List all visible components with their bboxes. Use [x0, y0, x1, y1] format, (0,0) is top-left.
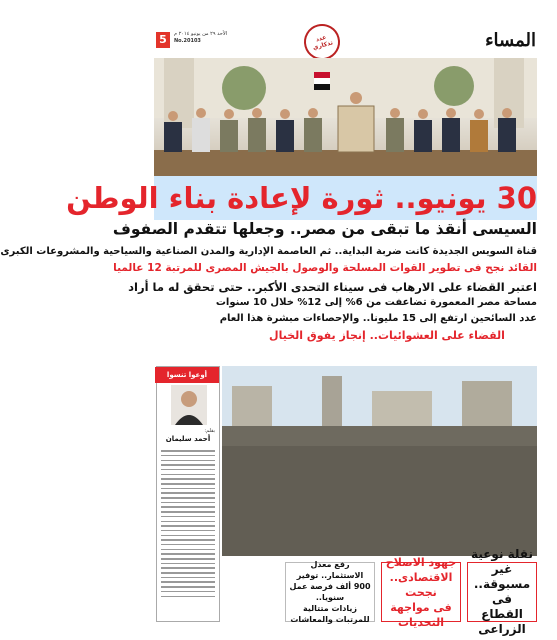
column-tag: أوعوا تنسوا — [155, 367, 219, 383]
newspaper-logo: المساء — [485, 30, 536, 51]
story-line: مساحة مصر المعمورة تضاعفت من 6% إلى 12% خلال 10 سنوات — [215, 297, 537, 308]
page-number: 5 — [156, 32, 170, 48]
feature-box: رفع معدل الاستثمار.. توفير 900 ألف فرصة عمل سنويا.. زيادات متتالية للمرتبات والمعاشات — [285, 562, 375, 622]
feature-box: نقلة نوعية غير مسبوقة.. فى القطاع الزراعى — [467, 562, 537, 622]
column-text-block — [161, 447, 215, 600]
issue-number: No.20103 — [174, 38, 201, 44]
issue-date: الأحد ٢٩ من يونيو ٢٠١٤ م — [174, 31, 228, 37]
column-byline: بقلم: — [204, 428, 215, 434]
story-line: عدد السائحين ارتفع إلى 15 مليونا.. والإحصاءات مبشرة هذا العام — [219, 313, 537, 324]
subheadline: السيسى أنقذ ما تبقى من مصر.. وجعلها تتقدم الصفوف — [112, 220, 537, 238]
story-line: القضاء على العشوائيات.. إنجاز يفوق الخيال — [269, 329, 505, 342]
crowd-photo — [222, 366, 537, 556]
story-line: اعتبر القضاء على الارهاب فى سيناء التحدى الأكبر.. حتى تحقق له ما أراد — [128, 280, 537, 294]
ceremony-photo — [154, 58, 537, 176]
opinion-column — [156, 366, 220, 622]
story-line: قناة السويس الجديدة كانت ضربة البداية.. ثم العاصمة الإدارية والمدن الصناعية والسياحية والمشروعات الكبرى — [0, 246, 537, 257]
main-headline: 30 يونيو.. ثورة لإعادة بناء الوطن — [154, 176, 537, 220]
feature-boxes — [234, 547, 537, 636]
commemorative-stamp: عدد تذكاري — [300, 20, 344, 64]
issue-info — [174, 31, 264, 45]
column-author: أحمد سليمان — [165, 435, 211, 443]
author-photo — [171, 385, 207, 425]
feature-box: جهود الاصلاح الاقتصادى.. نجحت فى مواجهة التحديات — [381, 562, 461, 622]
story-line: القائد نجح فى تطوير القوات المسلحة والوصول بالجيش المصرى للمرتبة 12 عالميا — [113, 262, 537, 274]
masthead — [156, 28, 536, 54]
egypt-flag-icon — [314, 72, 330, 90]
